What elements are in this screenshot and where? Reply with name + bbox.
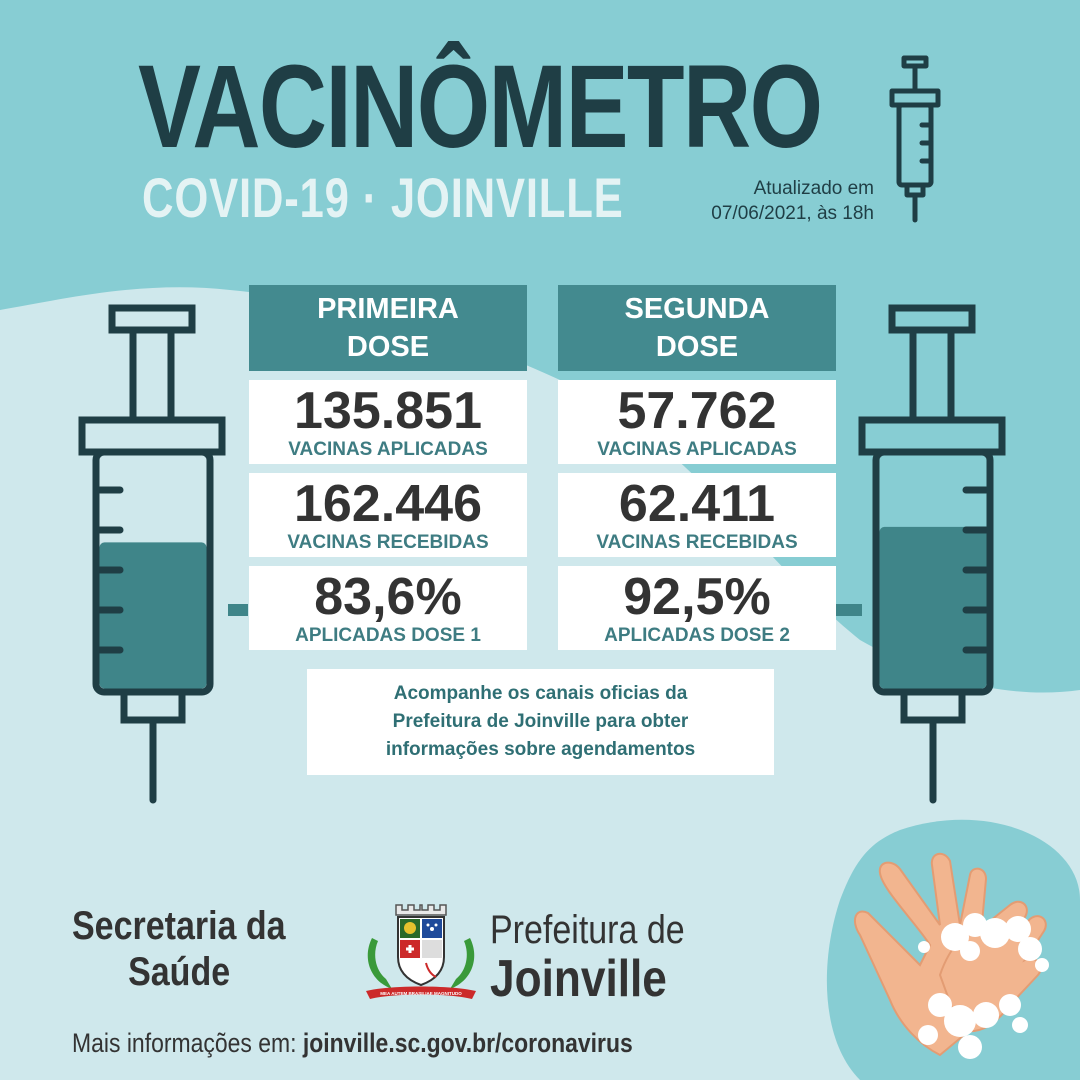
prefeitura-logo-text [490, 908, 719, 1006]
first-dose-heading-line2: DOSE [346, 331, 430, 363]
second-dose-received-value: 62.411 [618, 475, 776, 533]
secretaria-line2: Saúde [128, 950, 231, 994]
second-dose-applied-card [558, 380, 836, 464]
first-dose-applied-label: VACINAS APLICADAS [288, 439, 488, 460]
update-timestamp [711, 176, 874, 226]
more-info-link[interactable]: joinville.sc.gov.br/coronavirus [302, 1028, 633, 1058]
second-dose-percent-label: APLICADAS DOSE 2 [604, 625, 790, 646]
second-dose-percent-card [558, 566, 836, 650]
prefeitura-line1: Prefeitura de [490, 908, 685, 952]
coat-of-arms-motto: MEA AUTEM BRASILIAE MAGNITUDO [380, 991, 462, 996]
second-dose-heading [558, 285, 836, 371]
more-info-footer [72, 1027, 633, 1059]
more-info-label: Mais informações em: [72, 1028, 297, 1058]
syringe-icon [888, 55, 944, 225]
info-line: informações sobre agendamentos [385, 739, 696, 760]
second-dose-applied-value: 57.762 [617, 382, 777, 440]
page-title: VACINÔMETRO [138, 41, 822, 173]
subtitle: COVID-19 · JOINVILLE [142, 166, 624, 229]
first-dose-percent-value: 83,6% [314, 568, 462, 626]
first-dose-heading [249, 285, 527, 371]
secretaria-logo-text [72, 903, 286, 995]
secretaria-line1: Secretaria da [72, 904, 286, 948]
info-box [307, 669, 774, 775]
syringe-icon [836, 300, 1006, 810]
first-dose-heading-line1: PRIMEIRA [317, 293, 459, 325]
second-dose-panel [558, 285, 836, 650]
first-dose-received-label: VACINAS RECEBIDAS [287, 532, 489, 553]
first-dose-applied-card [249, 380, 527, 464]
coat-of-arms-icon [362, 893, 480, 1003]
prefeitura-line2: Joinville [490, 950, 667, 1008]
update-label: Atualizado em [753, 178, 874, 199]
first-dose-percent-card [249, 566, 527, 650]
second-dose-percent-value: 92,5% [623, 568, 771, 626]
info-line: Prefeitura de Joinville para obter [392, 711, 689, 732]
second-dose-heading-line1: SEGUNDA [624, 293, 770, 325]
first-dose-percent-label: APLICADAS DOSE 1 [295, 625, 481, 646]
first-dose-received-card [249, 473, 527, 557]
second-dose-heading-line2: DOSE [655, 331, 739, 363]
info-line: Acompanhe os canais oficias da [393, 683, 688, 704]
second-dose-applied-label: VACINAS APLICADAS [597, 439, 797, 460]
first-dose-applied-value: 135.851 [294, 382, 482, 440]
update-date: 07/06/2021, às 18h [711, 203, 874, 224]
first-dose-panel [249, 285, 527, 650]
second-dose-received-card [558, 473, 836, 557]
second-dose-received-label: VACINAS RECEBIDAS [596, 532, 798, 553]
hand-washing-icon [820, 825, 1080, 1080]
syringe-icon [78, 300, 248, 810]
first-dose-received-value: 162.446 [294, 475, 482, 533]
